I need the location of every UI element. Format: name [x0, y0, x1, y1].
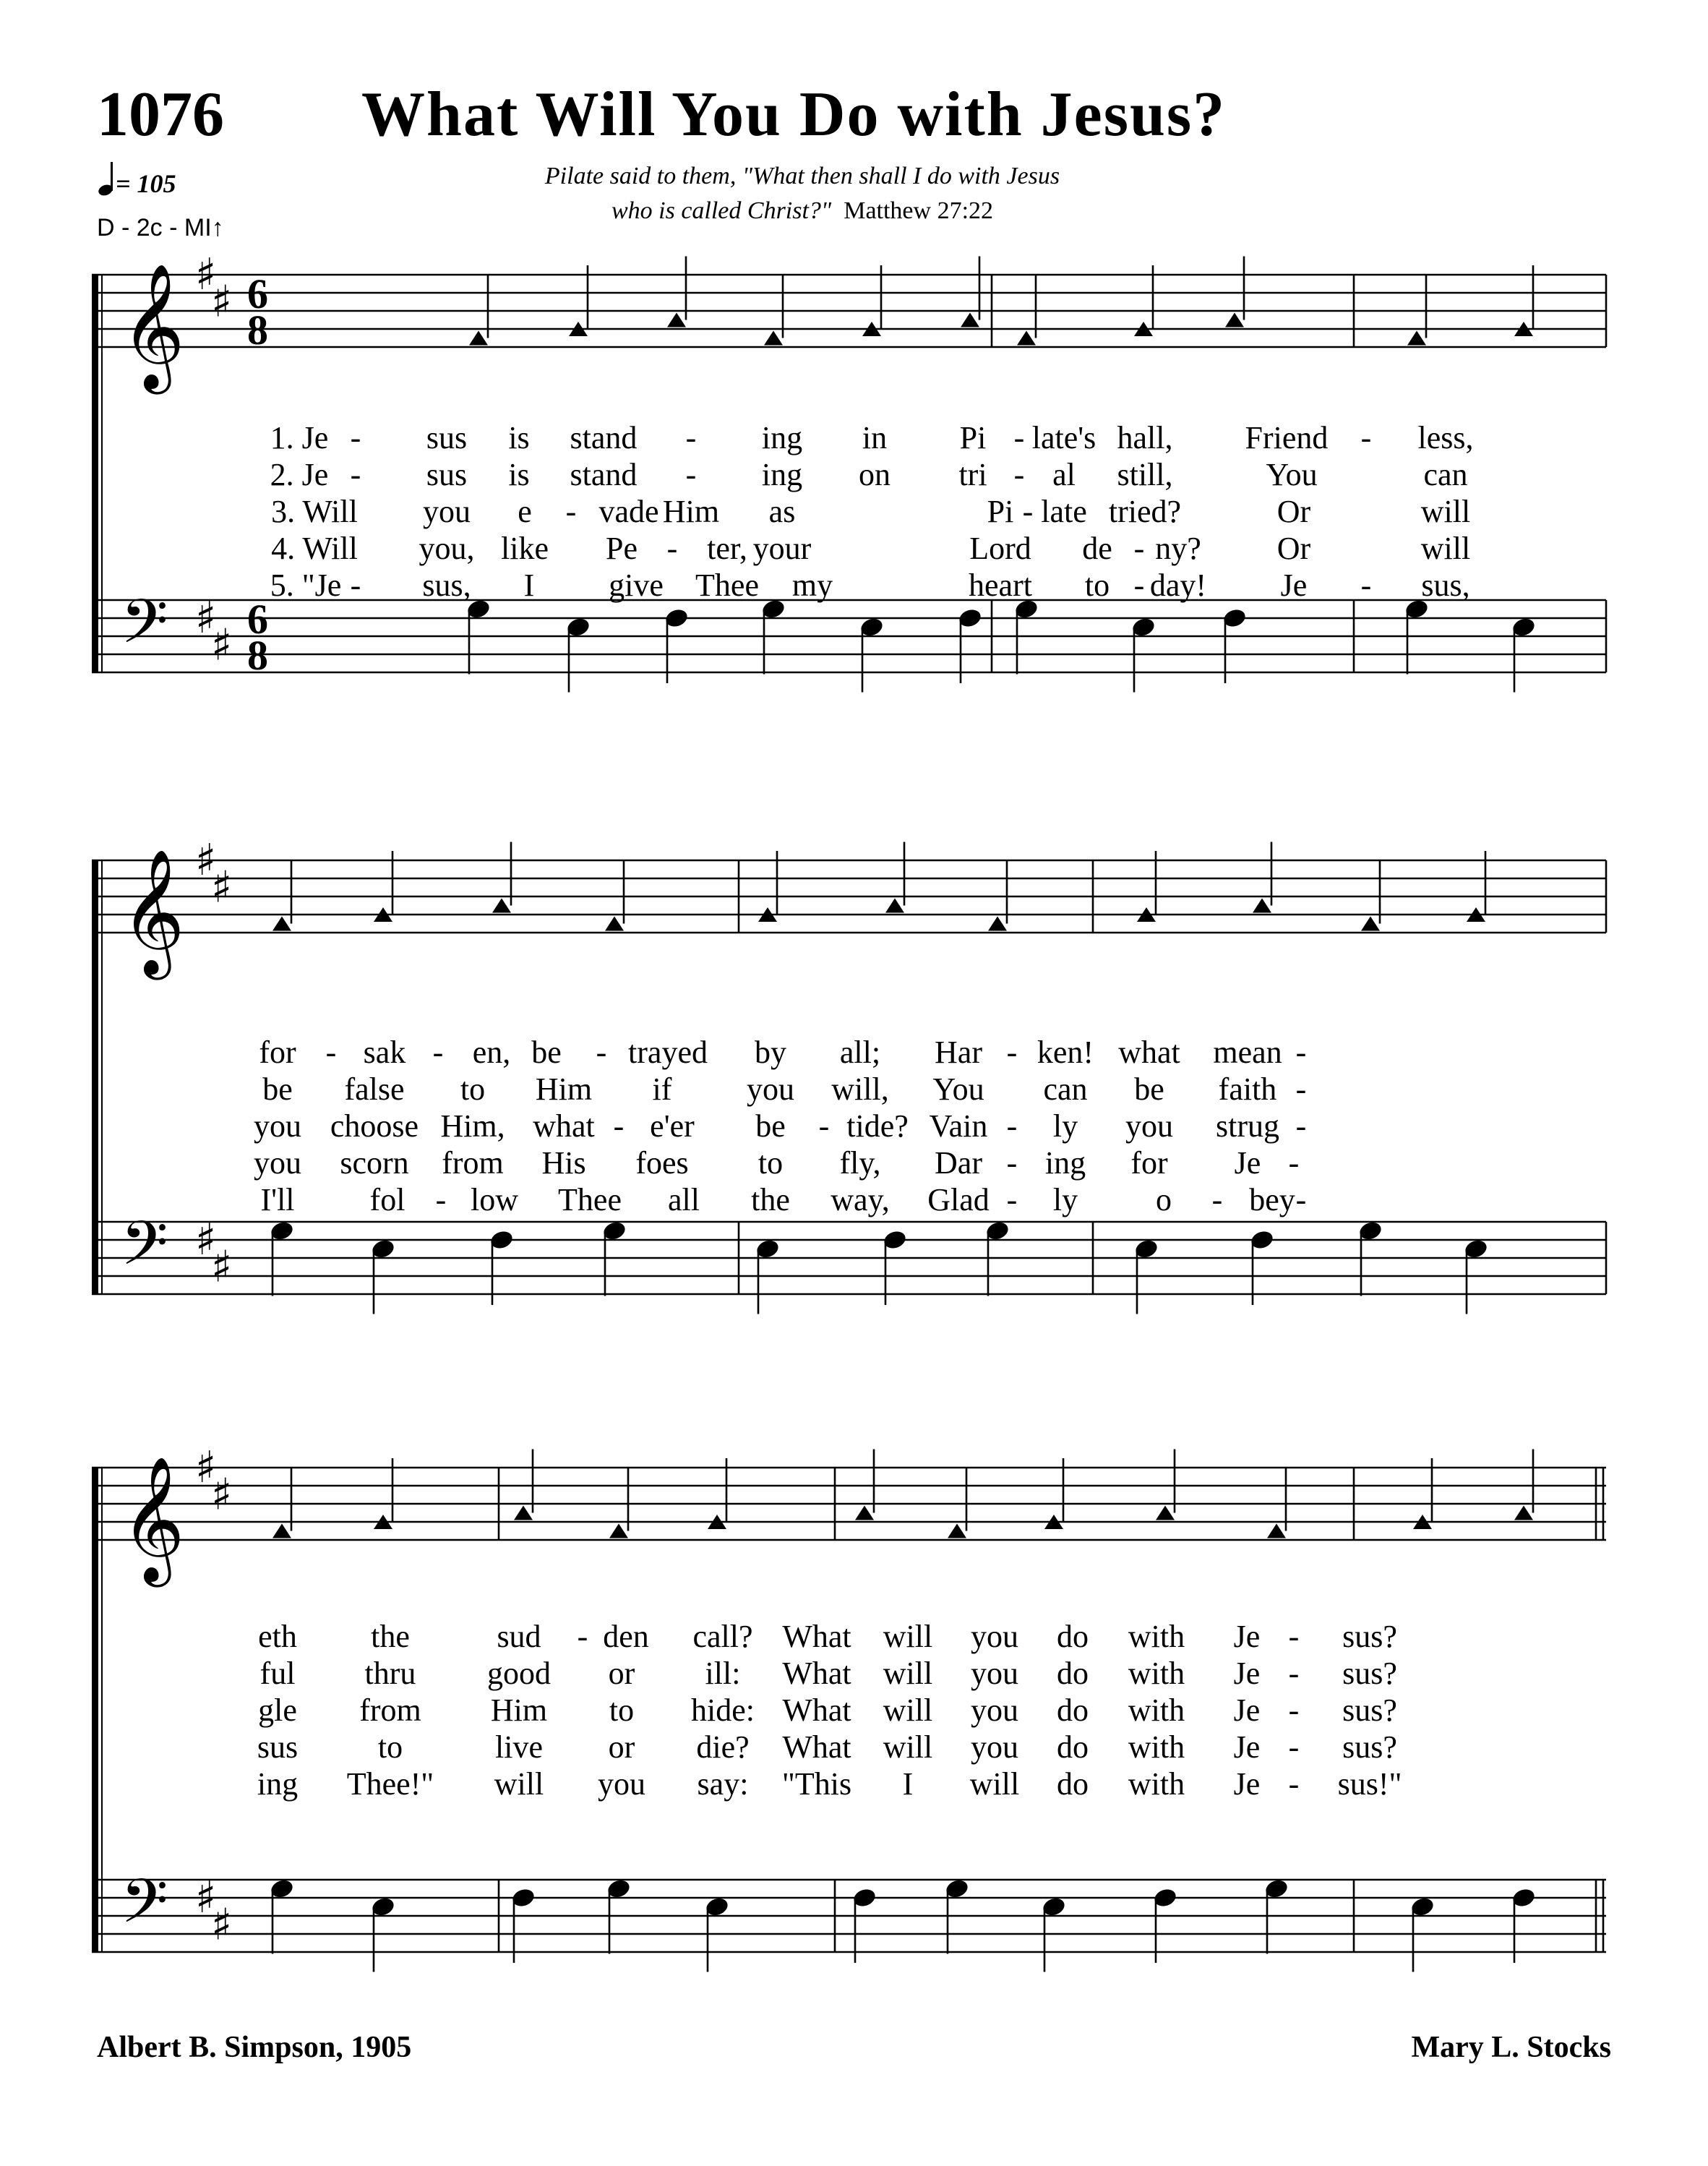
- lyric-syllable: to: [460, 1071, 486, 1107]
- lyric-syllable: fol: [369, 1182, 405, 1217]
- lyric-syllable: You: [932, 1071, 984, 1107]
- lyric-syllable: al: [1052, 457, 1076, 492]
- syllable-hyphen: -: [596, 1035, 607, 1070]
- lyric-syllable: your: [752, 531, 812, 566]
- syllable-hyphen: -: [666, 531, 678, 566]
- lyric-syllable: you: [423, 494, 471, 529]
- lyric-syllable: you: [971, 1656, 1018, 1691]
- lyric-syllable: gle: [258, 1692, 297, 1728]
- notehead-shape: [764, 331, 783, 346]
- verse-line-1: [0, 1618, 1708, 1655]
- lyric-syllable: His: [541, 1145, 586, 1181]
- lyric-syllable: I: [523, 568, 535, 603]
- syllable-hyphen: -: [435, 1182, 447, 1217]
- lyric-syllable: o: [1156, 1182, 1172, 1217]
- lyric-syllable: Har: [935, 1035, 982, 1070]
- lyric-syllable: 1. Je: [270, 420, 329, 455]
- bass-clef-icon: 𝄢: [121, 586, 168, 672]
- lyric-syllable: will: [883, 1619, 933, 1654]
- verse-line-1: [0, 419, 1708, 456]
- notehead-shape: [667, 313, 686, 328]
- notehead-shape: [514, 1506, 533, 1520]
- lyric-syllable: 5. "Je: [270, 568, 342, 603]
- verse-line-3: [0, 493, 1708, 530]
- lyric-syllable: is: [508, 457, 530, 492]
- lyric-syllable: call?: [692, 1619, 753, 1654]
- notehead-shape: [948, 1524, 966, 1538]
- lyric-syllable: or: [608, 1656, 635, 1691]
- lyric-syllable: will: [1420, 494, 1471, 529]
- sharp-icon: ♯: [195, 835, 217, 886]
- sharp-icon: ♯: [211, 276, 233, 328]
- lyric-syllable: sus: [426, 420, 468, 455]
- notehead-shape: [1253, 899, 1271, 913]
- bass-clef-icon: 𝄢: [121, 1208, 168, 1294]
- syllable-hyphen: -: [577, 1619, 588, 1654]
- lyric-syllable: Him: [662, 494, 720, 529]
- syllable-hyphen: -: [350, 457, 361, 492]
- verse-line-5: [0, 567, 1708, 604]
- music-credit: Mary L. Stocks: [1411, 2031, 1611, 2064]
- lyric-syllable: sus?: [1342, 1729, 1397, 1765]
- lyrics-system-2: [0, 1034, 1708, 1218]
- lyric-syllable: sus,: [422, 568, 471, 603]
- lyric-syllable: as: [768, 494, 796, 529]
- lyric-syllable: you: [971, 1692, 1018, 1728]
- words-credit: Albert B. Simpson, 1905: [97, 2031, 412, 2064]
- lyric-syllable: will: [883, 1656, 933, 1691]
- syllable-hyphen: -: [1295, 1035, 1307, 1070]
- lyric-syllable: on: [859, 457, 891, 492]
- lyric-syllable: still,: [1117, 457, 1173, 492]
- lyric-syllable: you,: [419, 531, 475, 566]
- lyric-syllable: all;: [839, 1035, 881, 1070]
- lyric-syllable: faith: [1218, 1071, 1277, 1107]
- sharp-icon: ♯: [195, 1215, 217, 1265]
- lyric-syllable: you: [254, 1145, 301, 1181]
- lyric-syllable: to: [609, 1692, 635, 1728]
- lyric-syllable: What: [782, 1656, 851, 1691]
- lyric-syllable: do: [1057, 1692, 1089, 1728]
- lyric-syllable: sus?: [1342, 1656, 1397, 1691]
- lyric-syllable: Je: [1233, 1766, 1261, 1802]
- notehead-shape: [605, 917, 624, 931]
- lyric-syllable: what: [533, 1108, 595, 1144]
- lyric-syllable: You: [1266, 457, 1318, 492]
- lyric-syllable: sus: [257, 1729, 299, 1765]
- hymn-title: What Will You Do with Jesus?: [361, 80, 1227, 150]
- lyric-syllable: Je: [1233, 1656, 1261, 1691]
- lyric-syllable: sus?: [1342, 1692, 1397, 1728]
- lyric-syllable: Dar: [935, 1145, 982, 1181]
- lyric-syllable: e'er: [650, 1108, 695, 1144]
- syllable-hyphen: -: [1006, 1145, 1018, 1181]
- sharp-icon: ♯: [211, 1241, 233, 1293]
- verse-line-4: [0, 530, 1708, 567]
- lyric-syllable: Pi: [959, 420, 987, 455]
- lyric-syllable: ing: [761, 457, 803, 492]
- lyric-syllable: trayed: [628, 1035, 708, 1070]
- syllable-hyphen: -: [1288, 1766, 1300, 1802]
- syllable-hyphen: -: [325, 1035, 337, 1070]
- notehead-shape: [609, 1524, 628, 1538]
- lyric-syllable: with: [1128, 1619, 1185, 1654]
- lyric-syllable: Pi: [987, 494, 1014, 529]
- syllable-hyphen: -: [1295, 1108, 1307, 1144]
- lyric-syllable: late's: [1031, 420, 1097, 455]
- syllable-hyphen: -: [613, 1108, 625, 1144]
- lyric-syllable: do: [1057, 1729, 1089, 1765]
- notehead-shape: [272, 1524, 291, 1538]
- lyric-syllable: with: [1128, 1656, 1185, 1691]
- lyric-syllable: en,: [472, 1035, 511, 1070]
- syllable-hyphen: -: [1022, 494, 1034, 529]
- lyric-syllable: from: [442, 1145, 504, 1181]
- lyric-syllable: stand: [570, 420, 638, 455]
- lyric-syllable: stand: [570, 457, 638, 492]
- verse-line-5: [0, 1765, 1708, 1802]
- lyric-syllable: you: [971, 1729, 1018, 1765]
- lyric-syllable: is: [508, 420, 530, 455]
- scripture-quote-line1: Pilate said to them, "What then shall I do with Jesus: [544, 163, 1060, 189]
- treble-clef-icon: 𝄞: [121, 1456, 185, 1582]
- lyric-syllable: Pe: [606, 531, 638, 566]
- notehead-shape: [469, 331, 488, 346]
- lyric-syllable: can: [1043, 1071, 1088, 1107]
- time-signature-denominator: 8: [247, 307, 268, 354]
- lyric-syllable: by: [755, 1035, 786, 1070]
- lyric-syllable: sud: [497, 1619, 541, 1654]
- syllable-hyphen: -: [1288, 1145, 1300, 1181]
- lyric-syllable: sak: [363, 1035, 406, 1070]
- lyric-syllable: be: [531, 1035, 562, 1070]
- verse-line-2: [0, 456, 1708, 493]
- lyric-syllable: Thee: [695, 568, 759, 603]
- lyric-syllable: I: [902, 1766, 914, 1802]
- notehead-shape: [988, 917, 1007, 931]
- lyric-syllable: Friend: [1245, 420, 1329, 455]
- lyric-syllable: can: [1423, 457, 1468, 492]
- lyric-syllable: low: [471, 1182, 518, 1217]
- lyric-syllable: will: [494, 1766, 544, 1802]
- lyric-syllable: de: [1082, 531, 1112, 566]
- verse-line-5: [0, 1181, 1708, 1218]
- lyric-syllable: you: [1125, 1108, 1173, 1144]
- syllable-hyphen: -: [1288, 1729, 1300, 1765]
- lyric-syllable: you: [971, 1619, 1018, 1654]
- lyric-syllable: will,: [831, 1071, 889, 1107]
- lyric-syllable: you: [254, 1108, 301, 1144]
- lyric-syllable: What: [782, 1692, 851, 1728]
- syllable-hyphen: -: [565, 494, 577, 529]
- lyric-syllable: bey: [1249, 1182, 1295, 1217]
- lyric-syllable: "This: [781, 1766, 852, 1802]
- lyric-syllable: ing: [1044, 1145, 1086, 1181]
- lyric-syllable: to: [377, 1729, 403, 1765]
- lyric-syllable: sus!": [1337, 1766, 1402, 1802]
- treble-clef-icon: 𝄞: [121, 849, 185, 975]
- verse-line-3: [0, 1108, 1708, 1144]
- lyric-syllable: fly,: [839, 1145, 881, 1181]
- lyric-syllable: eth: [258, 1619, 297, 1654]
- lyric-syllable: die?: [696, 1729, 750, 1765]
- lyric-syllable: foes: [635, 1145, 689, 1181]
- lyric-syllable: less,: [1417, 420, 1474, 455]
- lyric-syllable: for: [1130, 1145, 1168, 1181]
- notehead-shape: [855, 1506, 874, 1520]
- syllable-hyphen: -: [1133, 568, 1145, 603]
- lyric-syllable: ter,: [707, 531, 747, 566]
- notehead-shape: [492, 899, 511, 913]
- time-signature-denominator: 8: [247, 632, 268, 679]
- lyric-syllable: ing: [761, 420, 803, 455]
- notehead-shape: [1267, 1524, 1286, 1538]
- lyrics-system-1: [0, 419, 1708, 604]
- lyric-syllable: like: [501, 531, 549, 566]
- lyric-syllable: what: [1118, 1035, 1180, 1070]
- sharp-icon: ♯: [211, 1469, 233, 1520]
- lyric-syllable: Or: [1276, 494, 1311, 529]
- lyric-syllable: be: [262, 1071, 293, 1107]
- syllable-hyphen: -: [685, 420, 697, 455]
- lyric-syllable: mean: [1213, 1035, 1282, 1070]
- lyric-syllable: you: [747, 1071, 794, 1107]
- lyric-syllable: heart: [969, 568, 1032, 603]
- time-signature-numerator: 6: [247, 596, 268, 643]
- lyric-syllable: from: [359, 1692, 421, 1728]
- notehead-shape: [1017, 331, 1036, 346]
- lyric-syllable: sus?: [1342, 1619, 1397, 1654]
- notehead-shape: [272, 917, 291, 931]
- lyric-syllable: Him,: [440, 1108, 505, 1144]
- hymn-number: 1076: [97, 80, 224, 150]
- lyric-syllable: What: [782, 1729, 851, 1765]
- treble-clef-icon: 𝄞: [121, 263, 185, 389]
- lyric-syllable: e: [518, 494, 532, 529]
- lyric-syllable: the: [751, 1182, 790, 1217]
- lyric-syllable: Je: [1233, 1729, 1261, 1765]
- syllable-hyphen: -: [1295, 1182, 1307, 1217]
- lyric-syllable: Thee: [558, 1182, 622, 1217]
- sharp-icon: ♯: [195, 249, 217, 300]
- lyric-syllable: Him: [490, 1692, 548, 1728]
- verse-line-4: [0, 1144, 1708, 1181]
- syllable-hyphen: -: [1211, 1182, 1223, 1217]
- sharp-icon: ♯: [211, 862, 233, 913]
- lyric-syllable: to: [758, 1145, 784, 1181]
- sharp-icon: ♯: [195, 1442, 217, 1493]
- lyric-syllable: be: [755, 1108, 786, 1144]
- lyric-syllable: Je: [1234, 1145, 1261, 1181]
- syllable-hyphen: -: [1288, 1656, 1300, 1691]
- notehead-shape: [1407, 331, 1426, 346]
- sharp-icon: ♯: [195, 593, 217, 643]
- verse-line-2: [0, 1655, 1708, 1692]
- lyric-syllable: den: [603, 1619, 649, 1654]
- lyric-syllable: do: [1057, 1766, 1089, 1802]
- lyric-syllable: Him: [535, 1071, 593, 1107]
- syllable-hyphen: -: [1288, 1619, 1300, 1654]
- notehead-shape: [1156, 1506, 1175, 1520]
- lyric-syllable: will: [883, 1692, 933, 1728]
- syllable-hyphen: -: [350, 568, 361, 603]
- lyric-syllable: tried?: [1108, 494, 1182, 529]
- lyric-syllable: 3. Will: [271, 494, 358, 529]
- lyric-syllable: if: [652, 1071, 672, 1107]
- verse-line-4: [0, 1729, 1708, 1765]
- lyric-syllable: tri: [958, 457, 987, 492]
- lyrics-system-3: [0, 1618, 1708, 1802]
- syllable-hyphen: -: [1013, 420, 1025, 455]
- lyric-syllable: sus,: [1421, 568, 1470, 603]
- lyric-syllable: scorn: [340, 1145, 409, 1181]
- lyric-syllable: strug: [1216, 1108, 1279, 1144]
- lyric-syllable: tide?: [846, 1108, 909, 1144]
- syllable-hyphen: -: [1013, 457, 1025, 492]
- lyric-syllable: way,: [831, 1182, 890, 1217]
- verse-line-3: [0, 1692, 1708, 1729]
- lyric-syllable: with: [1128, 1729, 1185, 1765]
- lyric-syllable: ing: [257, 1766, 299, 1802]
- lyric-syllable: do: [1057, 1619, 1089, 1654]
- lyric-syllable: Or: [1276, 531, 1311, 566]
- lyric-syllable: 4. Will: [271, 531, 358, 566]
- syllable-hyphen: -: [1006, 1108, 1018, 1144]
- lyric-syllable: good: [487, 1656, 551, 1691]
- lyric-syllable: to: [1084, 568, 1110, 603]
- lyric-syllable: in: [862, 420, 888, 455]
- notehead-shape: [961, 313, 979, 328]
- lyric-syllable: will: [883, 1729, 933, 1765]
- syllable-hyphen: -: [818, 1108, 830, 1144]
- lyric-syllable: hide:: [691, 1692, 755, 1728]
- lyric-syllable: all: [668, 1182, 700, 1217]
- lyric-syllable: with: [1128, 1766, 1185, 1802]
- lyric-syllable: 2. Je: [270, 457, 329, 492]
- syllable-hyphen: -: [1288, 1692, 1300, 1728]
- scripture-reference: Matthew 27:22: [844, 197, 994, 224]
- syllable-hyphen: -: [1360, 568, 1372, 603]
- lyric-syllable: will: [969, 1766, 1020, 1802]
- lyric-syllable: ill:: [705, 1656, 741, 1691]
- lyric-syllable: hall,: [1117, 420, 1173, 455]
- lyric-syllable: ly: [1052, 1182, 1078, 1217]
- lyric-syllable: choose: [330, 1108, 419, 1144]
- lyric-syllable: Thee!": [346, 1766, 434, 1802]
- notehead-shape: [1225, 313, 1244, 328]
- lyric-syllable: ny?: [1155, 531, 1201, 566]
- syllable-hyphen: -: [1006, 1182, 1018, 1217]
- lyric-syllable: ly: [1052, 1108, 1078, 1144]
- lyric-syllable: with: [1128, 1692, 1185, 1728]
- lyric-syllable: What: [782, 1619, 851, 1654]
- lyric-syllable: be: [1134, 1071, 1164, 1107]
- lyric-syllable: Glad: [927, 1182, 990, 1217]
- lyric-syllable: ful: [259, 1656, 296, 1691]
- lyric-syllable: sus: [426, 457, 468, 492]
- lyric-syllable: say:: [697, 1766, 749, 1802]
- lyric-syllable: Je: [1233, 1692, 1261, 1728]
- syllable-hyphen: -: [1133, 531, 1145, 566]
- notehead-shape: [885, 899, 904, 913]
- lyric-syllable: late: [1041, 494, 1087, 529]
- lyric-syllable: will: [1420, 531, 1471, 566]
- lyric-syllable: Je: [1280, 568, 1308, 603]
- meter-code: D - 2c - MI↑: [97, 214, 224, 241]
- lyric-syllable: live: [495, 1729, 543, 1765]
- syllable-hyphen: -: [1295, 1071, 1307, 1107]
- lyric-syllable: the: [371, 1619, 410, 1654]
- lyric-syllable: or: [608, 1729, 635, 1765]
- lyric-syllable: my: [791, 568, 833, 603]
- bass-clef-icon: 𝄢: [121, 1866, 168, 1952]
- syllable-hyphen: -: [432, 1035, 444, 1070]
- lyric-syllable: vade: [598, 494, 659, 529]
- syllable-hyphen: -: [350, 420, 361, 455]
- syllable-hyphen: -: [685, 457, 697, 492]
- sharp-icon: ♯: [211, 620, 233, 671]
- syllable-hyphen: -: [1360, 420, 1372, 455]
- lyric-syllable: do: [1057, 1656, 1089, 1691]
- sharp-icon: ♯: [211, 1899, 233, 1951]
- lyric-syllable: Je: [1233, 1619, 1261, 1654]
- lyric-syllable: Lord: [969, 531, 1031, 566]
- notehead-shape: [1514, 1506, 1533, 1520]
- lyric-syllable: thru: [364, 1656, 416, 1691]
- lyric-syllable: false: [344, 1071, 405, 1107]
- notehead-shape: [1361, 917, 1380, 931]
- syllable-hyphen: -: [1006, 1035, 1018, 1070]
- verse-line-1: [0, 1034, 1708, 1071]
- tempo-value: = 105: [116, 169, 176, 198]
- lyric-syllable: day!: [1149, 568, 1207, 603]
- lyric-syllable: give: [609, 568, 664, 603]
- scripture-quote-line2: who is called Christ?": [611, 197, 832, 224]
- lyric-syllable: I'll: [260, 1182, 295, 1217]
- sharp-icon: ♯: [195, 1872, 217, 1923]
- lyric-syllable: Vain: [929, 1108, 988, 1144]
- time-signature-numerator: 6: [247, 270, 268, 317]
- lyric-syllable: for: [259, 1035, 296, 1070]
- lyric-syllable: you: [598, 1766, 645, 1802]
- lyric-syllable: ken!: [1037, 1035, 1094, 1070]
- verse-line-2: [0, 1071, 1708, 1108]
